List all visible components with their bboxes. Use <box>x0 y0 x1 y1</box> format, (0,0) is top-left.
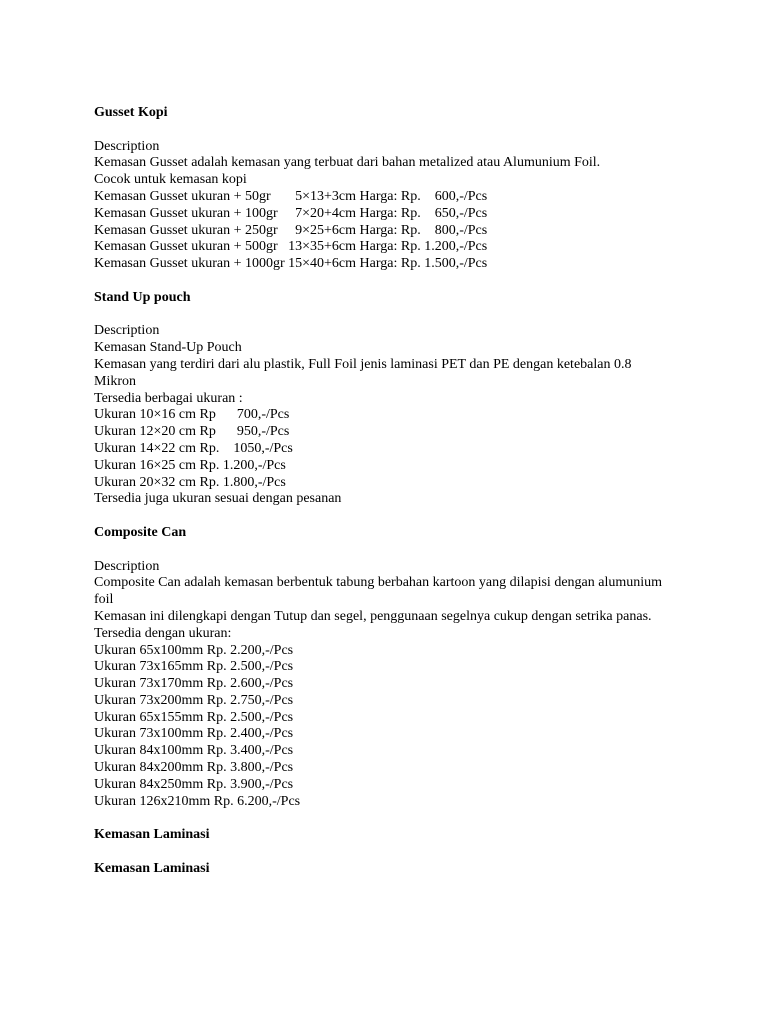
section-kemasan-laminasi-2 <box>94 861 674 878</box>
body-text: Kemasan ini dilengkapi dengan Tutup dan segel, penggunaan segelnya cukup dengan setrika panas. <box>94 608 652 624</box>
section-title: Kemasan Laminasi <box>94 860 210 876</box>
price-line: Kemasan Gusset ukuran + 250gr 9×25+6cm Harga: Rp. 800,-/Pcs <box>94 222 488 238</box>
section-title: Stand Up pouch <box>94 289 191 305</box>
section-gusset-kopi <box>94 105 674 273</box>
price-line: Ukuran 12×20 cm Rp 950,-/Pcs <box>94 424 290 440</box>
description-label: Description <box>94 138 160 154</box>
price-line: Ukuran 73x165mm Rp. 2.500,-/Pcs <box>94 659 294 675</box>
body-text: Tersedia dengan ukuran: <box>94 625 232 641</box>
body-text: Kemasan Stand-Up Pouch <box>94 340 242 356</box>
price-line: Ukuran 73x170mm Rp. 2.600,-/Pcs <box>94 676 294 692</box>
price-line: Ukuran 84x100mm Rp. 3.400,-/Pcs <box>94 743 294 759</box>
section-composite-can <box>94 525 674 811</box>
price-line: Kemasan Gusset ukuran + 50gr 5×13+3cm Harga: Rp. 600,-/Pcs <box>94 188 488 204</box>
price-line: Ukuran 16×25 cm Rp. 1.200,-/Pcs <box>94 457 286 473</box>
description-label: Description <box>94 558 160 574</box>
section-stand-up-pouch <box>94 290 674 508</box>
price-line: Ukuran 65x100mm Rp. 2.200,-/Pcs <box>94 642 294 658</box>
price-line: Ukuran 10×16 cm Rp 700,-/Pcs <box>94 407 290 423</box>
section-title: Kemasan Laminasi <box>94 827 210 843</box>
body-text: Cocok untuk kemasan kopi <box>94 172 247 188</box>
body-text: Kemasan Gusset adalah kemasan yang terbuat dari bahan metalized atau Alumunium Foil. <box>94 155 601 171</box>
section-kemasan-laminasi <box>94 827 674 844</box>
price-line: Ukuran 126x210mm Rp. 6.200,-/Pcs <box>94 793 301 809</box>
price-line: Kemasan Gusset ukuran + 1000gr 15×40+6cm Harga: Rp. 1.500,-/Pcs <box>94 256 488 272</box>
body-text: Tersedia juga ukuran sesuai dengan pesanan <box>94 491 342 507</box>
price-line: Kemasan Gusset ukuran + 500gr 13×35+6cm Harga: Rp. 1.200,-/Pcs <box>94 239 488 255</box>
price-line: Ukuran 73x200mm Rp. 2.750,-/Pcs <box>94 692 294 708</box>
body-text: Composite Can adalah kemasan berbentuk tabung berbahan kartoon yang dilapisi dengan alumunium foil <box>94 575 663 608</box>
body-text: Tersedia berbagai ukuran : <box>94 390 243 406</box>
body-text: Kemasan yang terdiri dari alu plastik, Full Foil jenis laminasi PET dan PE dengan ketebalan 0.8 Mikron <box>94 356 632 389</box>
price-line: Ukuran 73x100mm Rp. 2.400,-/Pcs <box>94 726 294 742</box>
section-title: Composite Can <box>94 524 187 540</box>
price-line: Kemasan Gusset ukuran + 100gr 7×20+4cm Harga: Rp. 650,-/Pcs <box>94 205 488 221</box>
section-title: Gusset Kopi <box>94 105 168 120</box>
price-line: Ukuran 84x200mm Rp. 3.800,-/Pcs <box>94 760 294 776</box>
price-line: Ukuran 20×32 cm Rp. 1.800,-/Pcs <box>94 474 286 490</box>
price-line: Ukuran 14×22 cm Rp. 1050,-/Pcs <box>94 440 293 456</box>
price-line: Ukuran 84x250mm Rp. 3.900,-/Pcs <box>94 776 294 792</box>
description-label: Description <box>94 323 160 339</box>
price-line: Ukuran 65x155mm Rp. 2.500,-/Pcs <box>94 709 294 725</box>
